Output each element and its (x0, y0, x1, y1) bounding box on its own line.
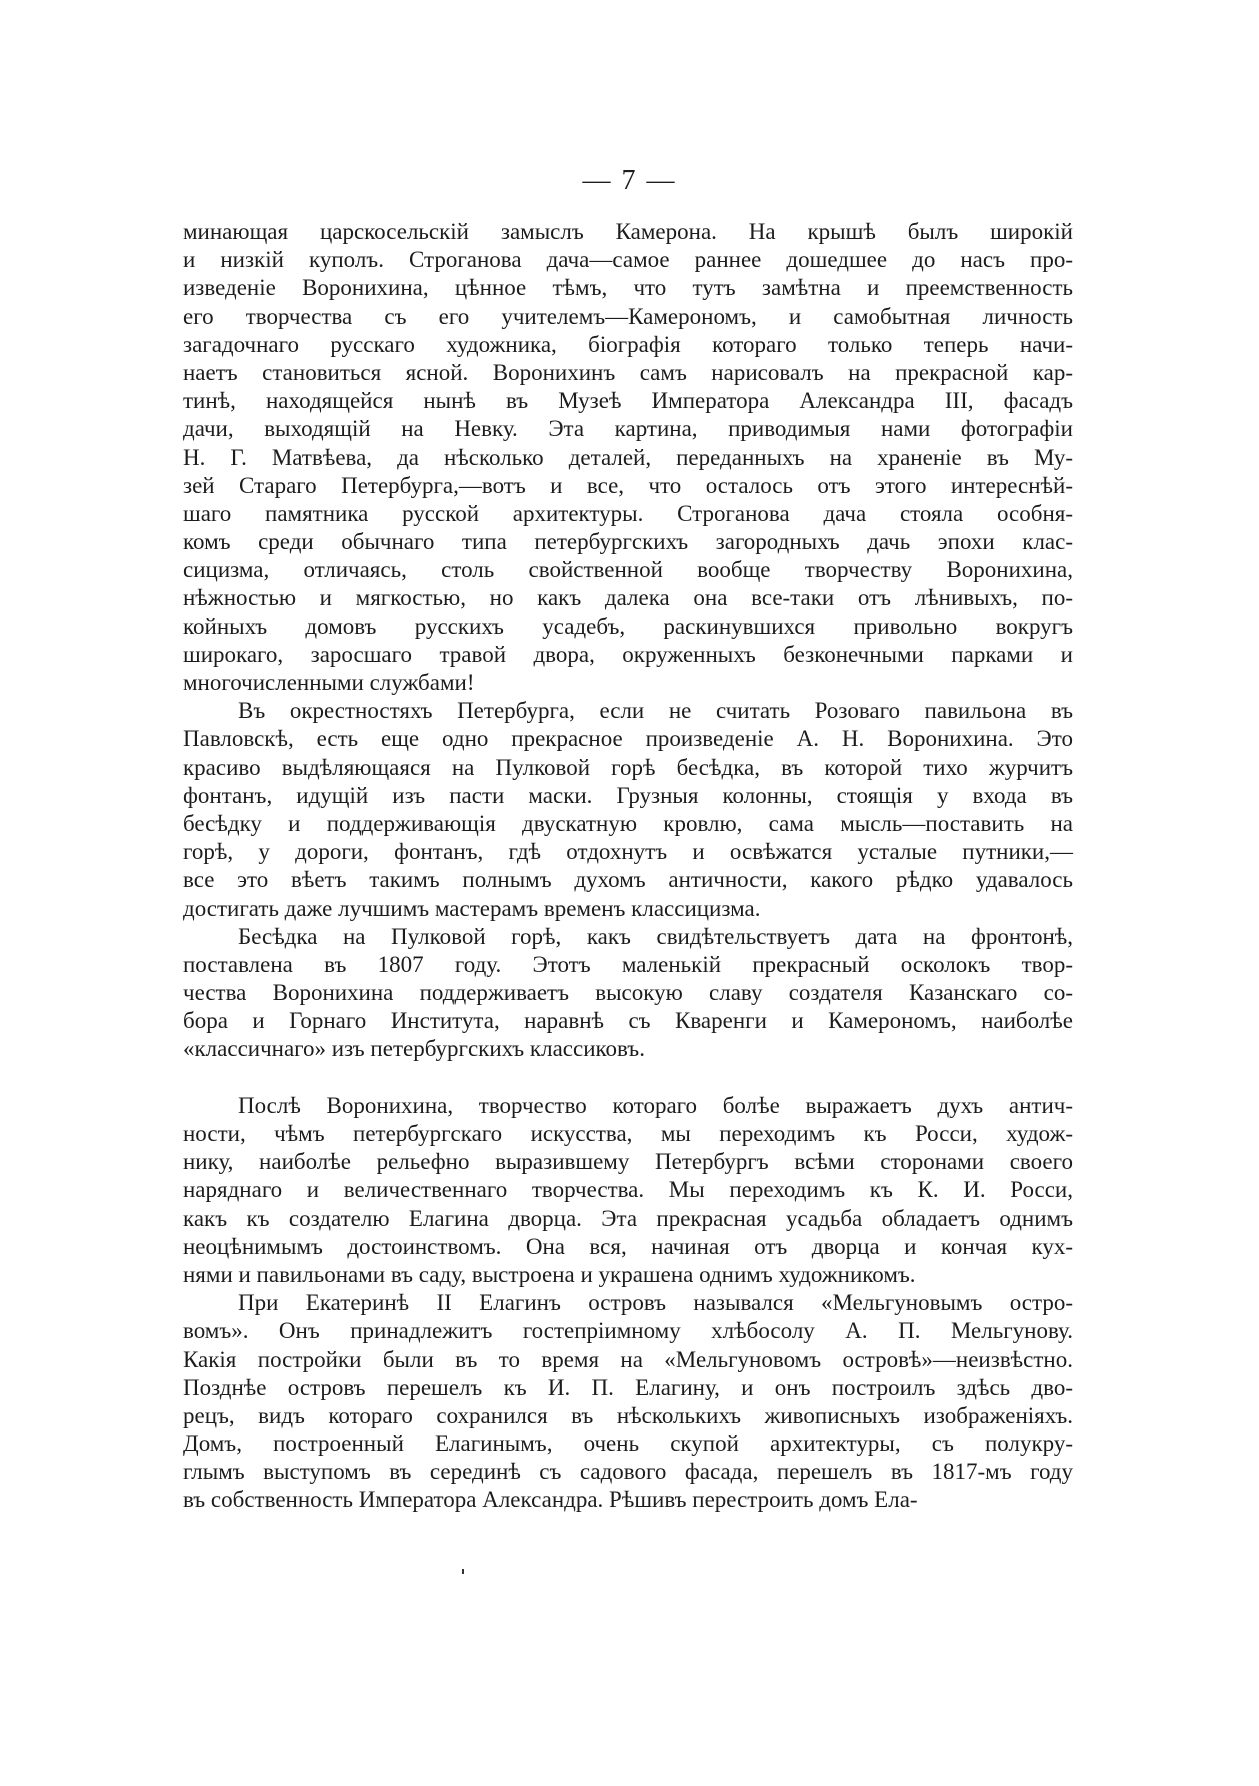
paragraph (183, 697, 1073, 923)
text-line: неоцѣнимымъ достоинствомъ. Она вся, начиная отъ дворца и кончая кух- (183, 1233, 1073, 1259)
text-line: чества Воронихина поддерживаетъ высокую славу создателя Казанскаго со- (183, 980, 1073, 1006)
text-line: бесѣдку и поддерживающія двускатную кровлю, сама мысль—поставить на (183, 810, 1073, 836)
text-line: красиво выдѣляющаяся на Пулковой горѣ бесѣдка, въ которой тихо журчитъ (183, 754, 1073, 780)
text-line: фонтанъ, идущій изъ пасти маски. Грузныя колонны, стоящія у входа въ (183, 782, 1073, 808)
text-line: Н. Г. Матвѣева, да нѣсколько деталей, переданныхъ на храненіе въ Му- (183, 444, 1073, 470)
text-line: поставлена въ 1807 году. Этотъ маленькій прекрасный осколокъ твор- (183, 951, 1073, 977)
text-line: наряднаго и величественнаго творчества. Мы переходимъ къ К. И. Росси, (183, 1177, 1073, 1203)
text-line: ности, чѣмъ петербургскаго искусства, мы переходимъ къ Росси, худож- (183, 1121, 1073, 1146)
text-line: загадочнаго русскаго художника, біографія котораго только теперь начи- (183, 331, 1073, 357)
stray-ink-mark (462, 1569, 464, 1574)
text-line: бора и Горнаго Института, наравнѣ съ Кваренги и Камерономъ, наиболѣе (183, 1008, 1073, 1034)
text-line: нѣжностью и мягкостью, но какъ далека она все-таки отъ лѣнивыхъ, по- (183, 585, 1073, 611)
body-text (183, 218, 1073, 1515)
paragraph (183, 1289, 1073, 1515)
text-line: широкаго, заросшаго травой двора, окруженныхъ безконечными парками и (183, 641, 1073, 667)
text-line: горѣ, у дороги, фонтанъ, гдѣ отдохнутъ и освѣжатся усталые путники,— (183, 839, 1073, 865)
text-line: Какія постройки были въ то время на «Мельгуновомъ островѣ»—неизвѣстно. (183, 1346, 1073, 1372)
text-line: достигать даже лучшимъ мастерамъ временъ классицизма. (183, 895, 761, 921)
text-line: вомъ». Онъ принадлежитъ гостепріимному хлѣбосолу А. П. Мельгунову. (183, 1318, 1073, 1344)
text-line: Послѣ Воронихина, творчество котораго болѣе выражаетъ духъ антич- (238, 1092, 1073, 1118)
text-line: «классичнаго» изъ петербургскихъ классиковъ. (183, 1036, 645, 1062)
paragraph (183, 218, 1073, 697)
text-line: нику, наиболѣе рельефно выразившему Петербургъ всѣми сторонами своего (183, 1149, 1073, 1175)
page-number: — 7 — (582, 165, 677, 196)
text-line: зей Стараго Петербурга,—вотъ и все, что осталось отъ этого интереснѣй- (183, 472, 1073, 498)
text-line: глымъ выступомъ въ серединѣ съ садового фасада, перешелъ въ 1817-мъ году (183, 1459, 1073, 1485)
text-line: и низкій куполъ. Строганова дача—самое раннее дошедшее до насъ про- (183, 247, 1073, 273)
section-break (183, 1064, 1073, 1092)
text-line: рецъ, видъ котораго сохранился въ нѣсколькихъ живописныхъ изображеніяхъ. (183, 1402, 1073, 1428)
text-line: Въ окрестностяхъ Петербурга, если не считать Розоваго павильона въ (238, 698, 1073, 724)
text-line: какъ къ создателю Елагина дворца. Эта прекрасная усадьба обладаетъ однимъ (183, 1205, 1073, 1231)
text-line: комъ среди обычнаго типа петербургскихъ загородныхъ дачь эпохи клас- (183, 529, 1073, 555)
text-line: его творчества съ его учителемъ—Камерономъ, и самобытная личность (183, 303, 1073, 329)
text-line: наетъ становиться ясной. Воронихинъ самъ нарисовалъ на прекрасной кар- (183, 359, 1073, 385)
text-line: шаго памятника русской архитектуры. Строганова дача стояла особня- (183, 500, 1073, 526)
text-line: дачи, выходящій на Невку. Эта картина, приводимыя нами фотографіи (183, 416, 1073, 442)
text-line: все это вѣетъ такимъ полнымъ духомъ античности, какого рѣдко удавалось (183, 867, 1073, 893)
paragraph (183, 923, 1073, 1064)
text-line: минающая царскосельскій замыслъ Камерона. На крышѣ былъ широкій (183, 219, 1073, 244)
text-line: Павловскѣ, есть еще одно прекрасное произведеніе А. Н. Воронихина. Это (183, 726, 1073, 752)
text-line: сицизма, отличаясь, столь свойственной вообще творчеству Воронихина, (183, 557, 1073, 583)
text-line: нями и павильонами въ саду, выстроена и украшена однимъ художникомъ. (183, 1261, 916, 1287)
paragraph (183, 1092, 1073, 1289)
text-line: Домъ, построенный Елагинымъ, очень скупой архитектуры, съ полукру- (183, 1431, 1073, 1457)
text-line: въ собственность Императора Александра. Рѣшивъ перестроить домъ Ела- (183, 1487, 918, 1513)
text-line: При Екатеринѣ II Елагинъ островъ назывался «Мельгуновымъ остро- (238, 1290, 1073, 1316)
text-line: койныхъ домовъ русскихъ усадебъ, раскинувшихся привольно вокругъ (183, 613, 1073, 639)
text-line: тинѣ, находящейся нынѣ въ Музеѣ Императора Александра III, фасадъ (183, 388, 1073, 414)
text-line: изведеніе Воронихина, цѣнное тѣмъ, что тутъ замѣтна и преемственность (183, 275, 1073, 301)
text-line: Позднѣе островъ перешелъ къ И. П. Елагину, и онъ построилъ здѣсь дво- (183, 1374, 1073, 1400)
text-line: Бесѣдка на Пулковой горѣ, какъ свидѣтельствуетъ дата на фронтонѣ, (238, 923, 1073, 949)
text-line: многочисленными службами! (183, 670, 475, 695)
